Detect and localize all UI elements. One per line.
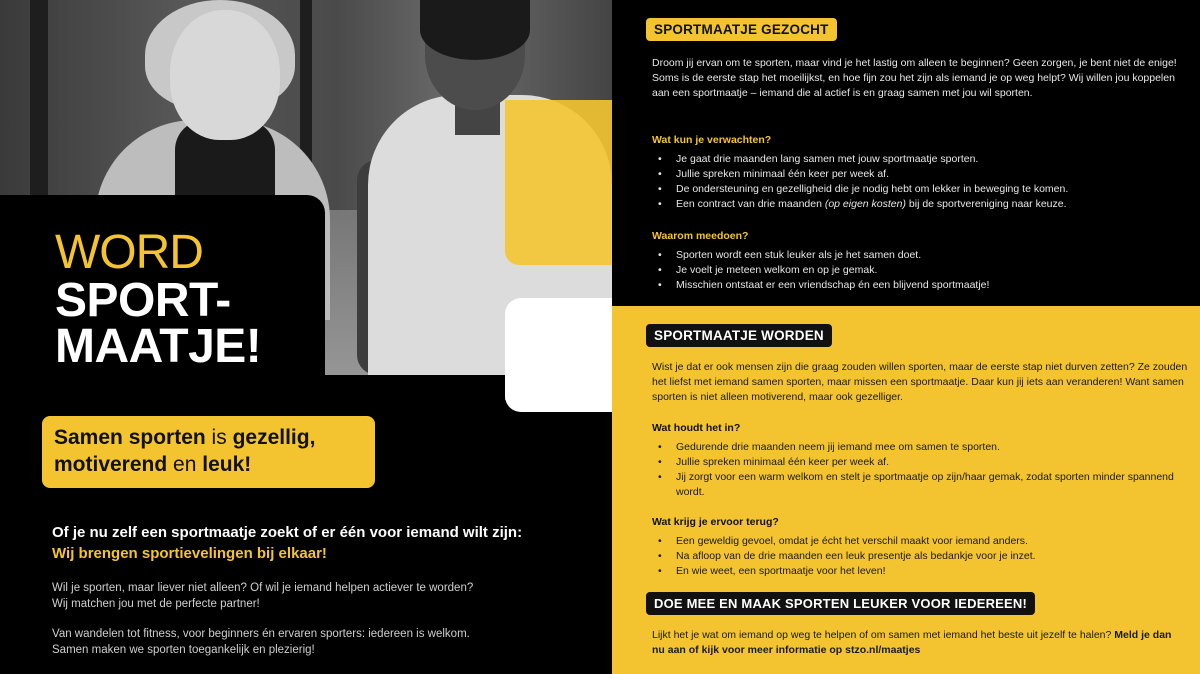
- section-sportmaatje-gezocht: [612, 0, 1200, 306]
- cta-text: [652, 628, 1172, 658]
- list-item: • Gedurende drie maanden neem jij iemand mee om samen te sporten.: [652, 440, 1192, 455]
- why-list: [652, 248, 1192, 293]
- section-subheading: Wat houdt het in?: [652, 422, 741, 434]
- section-badge: SPORTMAATJE GEZOCHT: [646, 18, 837, 41]
- expect-list: [652, 152, 1192, 212]
- list-item: • Je voelt je meteen welkom en op je gemak.: [652, 263, 1192, 278]
- yellow-accent-shape: [505, 100, 612, 265]
- person-right-hair: [420, 0, 530, 60]
- what-list: [652, 440, 1192, 500]
- list-item: • Jullie spreken minimaal één keer per week af.: [652, 455, 1192, 470]
- reward-list: [652, 534, 1192, 579]
- para-line: Wil je sporten, maar liever niet alleen? Of wil je iemand helpen actiever te worden?: [52, 582, 474, 594]
- list-item: • Sporten wordt een stuk leuker als je het samen doet.: [652, 248, 1192, 263]
- cta-text-plain: Lijkt het je wat om iemand op weg te helpen of om samen met iemand het beste uit jezelf te halen?: [652, 629, 1115, 641]
- slogan-box: [42, 416, 375, 488]
- para-line: Van wandelen tot fitness, voor beginners én ervaren sporters: iedereen is welkom.: [52, 628, 470, 640]
- cta-link-text: Meld je dan nu aan of kijk voor meer informatie op stzo.nl/maatjes: [652, 629, 1172, 656]
- list-item: [652, 197, 1192, 212]
- intro-paragraph-1: [52, 580, 592, 612]
- list-item: • Je gaat drie maanden lang samen met jouw sportmaatje sporten.: [652, 152, 1192, 167]
- title-line-1: WORD: [55, 226, 203, 279]
- section-subheading: Wat kun je verwachten?: [652, 134, 772, 146]
- lead-line-1: Of je nu zelf een sportmaatje zoekt of er één voor iemand wilt zijn:: [52, 524, 523, 541]
- wall-post: [30, 0, 48, 200]
- cta-badge: DOE MEE EN MAAK SPORTEN LEUKER VOOR IEDEREEN!: [646, 592, 1035, 615]
- lower-backdrop: [0, 375, 505, 415]
- slogan-part: leuk!: [202, 453, 252, 476]
- list-text-italic: (op eigen kosten): [824, 198, 906, 210]
- section-intro: Droom jij ervan om te sporten, maar vind je het lastig om alleen te beginnen? Geen zorgen, je bent niet de enige! Soms is de eerste stap het moeilijkst, en hoe fijn zou het zijn als iemand je op weg helpt? Wij willen jou koppelen aan een sportmaatje – iemand die al actief is en graag samen met jou wil sporten.: [652, 57, 1177, 99]
- list-item: • Misschien ontstaat er een vriendschap én een blijvend sportmaatje!: [652, 278, 1192, 293]
- person-left-face: [170, 10, 280, 140]
- section-intro: Wist je dat er ook mensen zijn die graag zouden willen sporten, maar de eerste stap niet durven zetten? Ze zouden het liefst met iemand samen sporten, maar missen een sportmaatje. Daar kun jij iets aan veranderen! Want samen sporten is niet alleen motiverend, maar ook gezelliger.: [652, 361, 1188, 403]
- section-subheading: Wat krijg je ervoor terug?: [652, 516, 779, 528]
- list-text: Een contract van drie maanden: [676, 198, 825, 210]
- list-text: bij de sportvereniging naar keuze.: [905, 198, 1067, 210]
- list-item: • Jij zorgt voor een warm welkom en stelt je sportmaatje op zijn/haar gemak, zodat sporten minder spannend wordt.: [652, 470, 1192, 500]
- intro-paragraph-2: [52, 626, 592, 658]
- list-item: • Jullie spreken minimaal één keer per week af.: [652, 167, 1192, 182]
- para-line: Samen maken we sporten toegankelijk en plezierig!: [52, 644, 315, 656]
- lead-text: [52, 522, 592, 564]
- section-subheading: Waarom meedoen?: [652, 230, 749, 242]
- list-item: • Na afloop van de drie maanden een leuk presentje als bedankje voor je inzet.: [652, 549, 1192, 564]
- slogan-part: en: [167, 453, 203, 476]
- lead-line-2: Wij brengen sportievelingen bij elkaar!: [52, 545, 327, 562]
- slogan-part: Samen sporten: [54, 426, 206, 449]
- slogan-part: is: [205, 426, 233, 449]
- slogan-part: motiverend: [54, 453, 168, 476]
- section-badge: SPORTMAATJE WORDEN: [646, 324, 832, 347]
- slogan-part: gezellig,: [232, 426, 316, 449]
- page-title: [55, 226, 262, 373]
- para-line: Wij matchen jou met de perfecte partner!: [52, 598, 260, 610]
- list-item: • En wie weet, een sportmaatje voor het leven!: [652, 564, 1192, 579]
- title-line-3: MAATJE!: [55, 320, 262, 373]
- section-sportmaatje-worden: [612, 306, 1200, 674]
- white-accent-shape: [505, 298, 612, 412]
- list-item: • De ondersteuning en gezelligheid die je nodig hebt om lekker in beweging te komen.: [652, 182, 1192, 197]
- title-line-2: SPORT-: [55, 274, 231, 327]
- list-item: • Een geweldig gevoel, omdat je écht het verschil maakt voor iemand anders.: [652, 534, 1192, 549]
